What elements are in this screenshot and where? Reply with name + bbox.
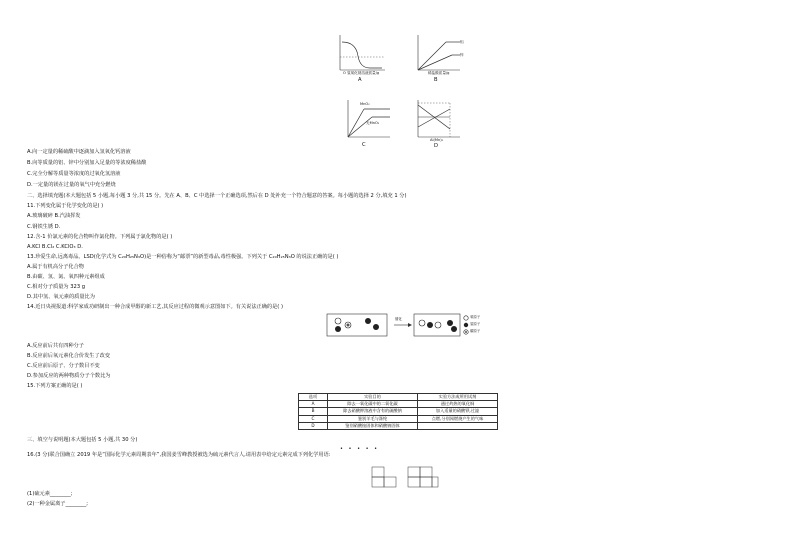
q11-opts-1: A.玻璃破碎 B.汽油挥发 [27, 213, 81, 219]
section3-heading: 三、填空与说明题(本大题包括 5 小题,共 30 分) [27, 437, 138, 443]
q10-option-c: C.完全分解等质量等浓度的过氧化氢溶液 [27, 171, 121, 177]
table-header: 选项 [299, 394, 328, 401]
figure-c-line-2: 无MnO₂ [366, 121, 380, 125]
figure-c-label: C [362, 142, 366, 148]
table-cell: 除去硝酸钾溶液中含有的硫酸钠 [328, 408, 418, 415]
figure-d-xlabel: Al(Mn)₂ [430, 138, 444, 142]
figure-a-label: A [358, 77, 362, 83]
table-cell: B [299, 408, 328, 415]
q10-option-a: A.向一定量的稀硫酸中逐滴加入氢氧化钙溶液 [27, 149, 131, 155]
table-cell: 鉴别羊毛与涤纶 [328, 415, 418, 422]
q16-stem: 16.(3 分)联合国确立 2019 年是“国际化学元素周期表年”,我国姜雪峰教授被选为硫元素代言人,请用表中给定元素完成下列化学用语: [27, 452, 331, 458]
q15-stem: 15.下列方案正确的是( ) [27, 383, 83, 389]
q12-opts: A.KCl B.Cl₂ C.KClO₃ D. [27, 244, 83, 250]
table-cell: 鉴别硝酸铵固体和硝酸钠固体 [328, 422, 418, 429]
table-header: 实验目的 [328, 394, 418, 401]
table-header: 实验方法或所用试剂 [417, 394, 497, 401]
emphasis-dots: • • • • • [340, 446, 380, 452]
figure-b [410, 30, 470, 85]
table-cell: 除去一氧化碳中的二氧化碳 [328, 401, 418, 408]
q14-option-a: A.反应前后共有四种分子 [27, 343, 84, 349]
table-cell: 点燃,分别闻燃烧产生的气味 [417, 415, 497, 422]
q13-option-a: A.属于有机高分子化合物 [27, 264, 84, 270]
figure-b-line-2: 锌 [460, 53, 464, 57]
figure-d-label: D [434, 143, 438, 149]
periodic-table-snippet [370, 465, 440, 489]
table-cell: D [299, 422, 328, 429]
table-cell [417, 422, 497, 429]
q13-option-c: C.相对分子质量为 323 g [27, 284, 86, 290]
table-row [299, 408, 498, 415]
periodic-table-icon [370, 465, 440, 489]
q13-stem: 13.珍爱生命,远离毒品。LSD(化学式为 C₂₀H₂₅N₃O)是一种俗称为“邮票”的新型毒品,毒性极强。下列关于 C₂₀H₂₅N₃O 的说法正确的是( ) [27, 254, 339, 260]
catalyst-label: 催化 [395, 317, 402, 321]
table-cell: 通过灼热的氧化铜 [417, 401, 497, 408]
figure-b-label: B [434, 77, 438, 83]
q16-blank-2: (2)一种金属离子________; [27, 501, 88, 507]
figure-b-xlabel: 稀盐酸质量/g [428, 71, 450, 75]
q13-option-d: D.其中氢、氧元素的质量比为 [27, 294, 95, 300]
q16-blank-1: (1)硫元素________; [27, 491, 73, 497]
figure-a [330, 30, 390, 85]
table-row [299, 401, 498, 408]
table-cell: C [299, 415, 328, 422]
q11-stem: 11.下列变化属于化学变化的是( ) [27, 203, 104, 209]
table-row [299, 422, 498, 429]
table-cell: A [299, 401, 328, 408]
legend-carbon: 碳原子 [470, 329, 481, 333]
table-header-row [299, 394, 498, 401]
q14-stem: 14.近日央视报道:科学家成功研制出一种合成甲醇的新工艺,其反应过程的微观示意图如下。有关说法正确的是( ) [27, 304, 283, 310]
table-cell: 加入适量的硝酸钡,过滤 [417, 408, 497, 415]
figure-d [410, 95, 470, 150]
figure-b-line-1: 铝 [460, 40, 464, 44]
q10-figures [330, 30, 470, 150]
figure-c-line-1: MnO₂ [360, 102, 370, 106]
table-row [299, 415, 498, 422]
legend-oxygen: 氧原子 [470, 315, 481, 319]
legend-hydrogen: 氢原子 [470, 322, 481, 326]
q10-option-d: D.一定量的镁在过量的氧气中充分燃烧 [27, 182, 116, 188]
figure-c [340, 95, 400, 150]
q13-option-b: B.由碳、氢、氮、氧四种元素组成 [27, 274, 105, 280]
q12-stem: 12.含-1 价氯元素的化合物叫作氯化物。下列属于氯化物的是( ) [27, 234, 173, 240]
q14-option-c: C.反应前后原子、分子数目不变 [27, 363, 100, 369]
q15-table [298, 393, 498, 430]
q14-molecule-diagram [326, 313, 481, 337]
q14-option-b: B.反应前后氧元素化合价发生了改变 [27, 353, 111, 359]
section2-heading: 二、选择填充题(本大题包括 5 小题,每小题 3 分,共 15 分。先在 A、B、C 中选择一个正确选项,然后在 D 处补充一个符合题意的答案。每小题的选择 2 分,填充 1 分) [27, 193, 407, 199]
figure-a-xlabel: O 氢氧化钠溶液质量/g [343, 71, 380, 75]
q14-option-d: D.参加反应的两种物质分子个数比为 [27, 373, 111, 379]
q11-opts-2: C.钢铁生锈 D. [27, 224, 61, 230]
q10-option-b: B.向等质量的铝、锌中分别加入足量的等浓度稀盐酸 [27, 160, 147, 166]
